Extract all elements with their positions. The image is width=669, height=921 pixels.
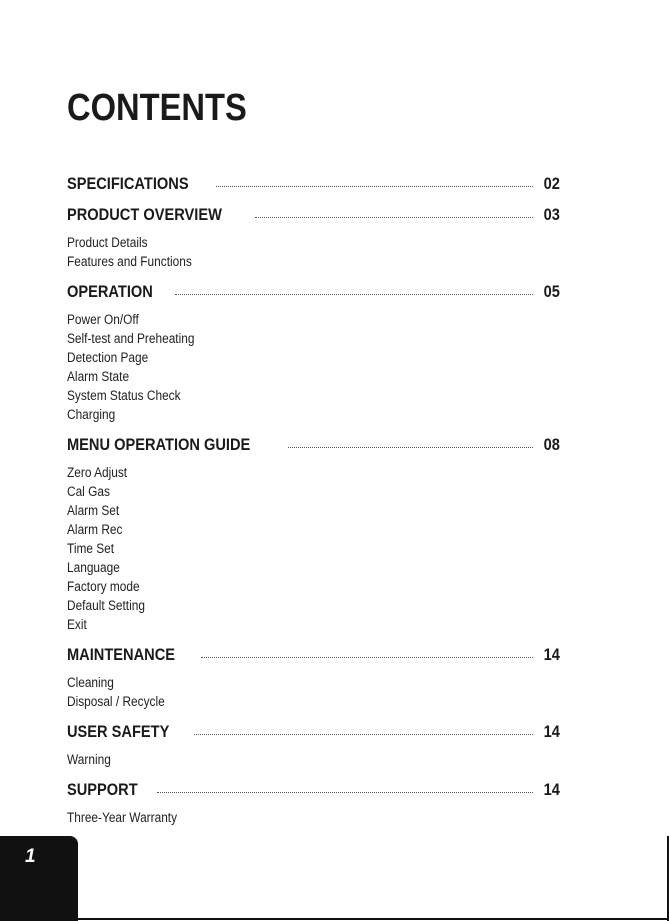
toc-sub-item[interactable]: Three-Year Warranty: [67, 810, 178, 825]
toc-sub-item[interactable]: Cleaning: [67, 675, 114, 690]
toc-section-menu-operation-guide: [67, 431, 560, 634]
toc-heading: SPECIFICATIONS: [67, 174, 189, 193]
toc-sub-item[interactable]: Zero Adjust: [67, 465, 128, 480]
toc-sub-item[interactable]: Exit: [67, 617, 87, 632]
toc-sub-item[interactable]: Self-test and Preheating: [67, 331, 195, 346]
toc-sub-item[interactable]: Alarm Set: [67, 503, 120, 518]
table-of-contents: [67, 163, 560, 827]
page-title: CONTENTS: [67, 87, 247, 129]
toc-sub-item[interactable]: Warning: [67, 752, 111, 767]
toc-heading: MAINTENANCE: [67, 645, 176, 664]
footer-page-number: 1: [25, 846, 36, 867]
toc-sub-item[interactable]: Features and Functions: [67, 254, 192, 269]
footer-rule: [78, 918, 669, 920]
toc-heading: MENU OPERATION GUIDE: [67, 435, 251, 454]
toc-section-maintenance: [67, 641, 560, 711]
toc-page-number: 08: [543, 435, 560, 454]
toc-sub-items: [67, 463, 560, 634]
toc-sub-item[interactable]: Time Set: [67, 541, 115, 556]
dotted-leader: [175, 294, 533, 295]
dotted-leader: [157, 792, 533, 793]
toc-heading-row[interactable]: [67, 278, 560, 302]
toc-sub-item[interactable]: Default Setting: [67, 598, 145, 613]
toc-sub-item[interactable]: Factory mode: [67, 579, 140, 594]
toc-section-support: [67, 776, 560, 827]
toc-heading-row[interactable]: [67, 201, 560, 225]
toc-sub-items: [67, 673, 560, 711]
toc-heading-row[interactable]: [67, 170, 560, 194]
toc-page-number: 14: [543, 780, 560, 799]
dotted-leader: [255, 217, 533, 218]
toc-page-number: 02: [543, 174, 560, 193]
toc-sub-item[interactable]: Cal Gas: [67, 484, 110, 499]
dotted-leader: [216, 186, 533, 187]
toc-heading-row[interactable]: [67, 776, 560, 800]
toc-sub-item[interactable]: Detection Page: [67, 350, 149, 365]
toc-sub-item[interactable]: Alarm Rec: [67, 522, 123, 537]
toc-page-number: 05: [543, 282, 560, 301]
toc-sub-item[interactable]: System Status Check: [67, 388, 181, 403]
dotted-leader: [201, 657, 533, 658]
toc-sub-item[interactable]: Disposal / Recycle: [67, 694, 165, 709]
toc-section-specifications: [67, 170, 560, 194]
toc-heading: PRODUCT OVERVIEW: [67, 205, 222, 224]
toc-section-user-safety: [67, 718, 560, 769]
toc-sub-items: [67, 233, 560, 271]
toc-sub-item[interactable]: Language: [67, 560, 120, 575]
toc-heading: SUPPORT: [67, 780, 138, 799]
toc-heading-row[interactable]: [67, 641, 560, 665]
toc-sub-items: [67, 310, 560, 424]
toc-page-number: 14: [543, 645, 560, 664]
toc-page-number: 14: [543, 722, 560, 741]
toc-heading-row[interactable]: [67, 718, 560, 742]
toc-heading: USER SAFETY: [67, 722, 170, 741]
toc-heading: OPERATION: [67, 282, 153, 301]
toc-sub-item[interactable]: Charging: [67, 407, 116, 422]
toc-sub-item[interactable]: Alarm State: [67, 369, 130, 384]
toc-sub-items: [67, 808, 560, 827]
dotted-leader: [288, 447, 533, 448]
toc-sub-item[interactable]: Power On/Off: [67, 312, 139, 327]
toc-section-operation: [67, 278, 560, 424]
toc-sub-item[interactable]: Product Details: [67, 235, 148, 250]
toc-section-product-overview: [67, 201, 560, 271]
toc-page-number: 03: [543, 205, 560, 224]
footer-page-tab: [0, 836, 78, 921]
toc-sub-items: [67, 750, 560, 769]
dotted-leader: [194, 734, 533, 735]
toc-heading-row[interactable]: [67, 431, 560, 455]
